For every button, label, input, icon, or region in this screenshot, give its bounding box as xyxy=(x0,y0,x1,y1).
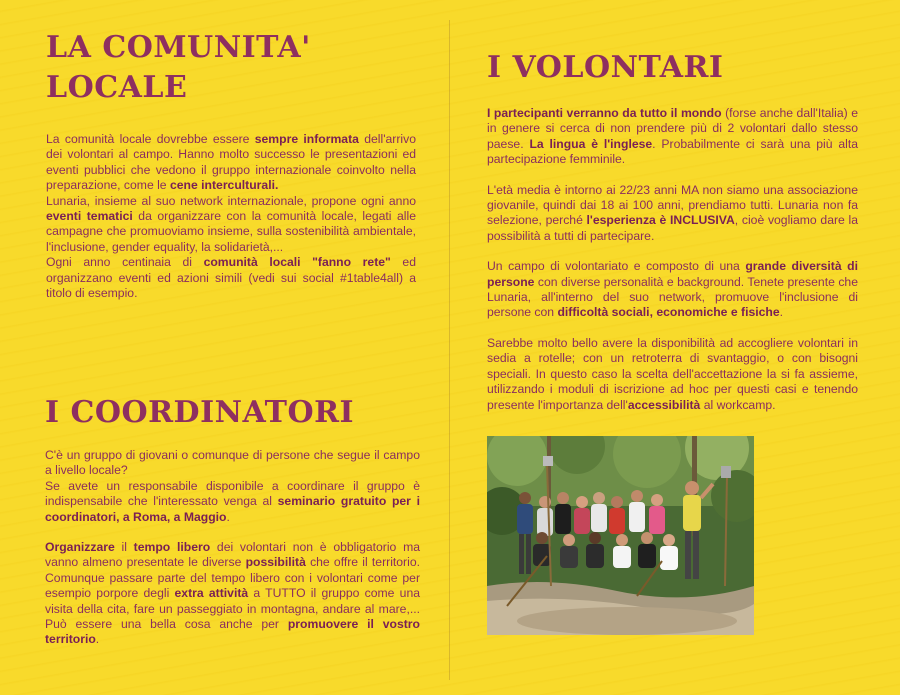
volontari-paragraph-1: I partecipanti verranno da tutto il mondo (forse anche dall'Italia) e in genere si cerca di non prendere più di 2 volontari dallo stesso paese. La lingua è l'inglese. Probabilmente ci sarà una più alta partecipazione femminile. xyxy=(487,106,858,167)
coordinatori-text xyxy=(45,448,420,648)
comunita-paragraph-3: Ogni anno centinaia di comunità locali "fanno rete" ed organizzano eventi ed azioni simili (vedi sui social #1table4all) a titolo di esempio. xyxy=(46,255,416,301)
comunita-paragraph-1: La comunità locale dovrebbe essere sempre informata dell'arrivo dei volontari al campo. Hanno molto successo le presentazioni ed eventi pubblici che vedono il gruppo internazionale coinvolto nella preparazione, come le cene interculturali. xyxy=(46,132,416,193)
volontari-title: I VOLONTARI xyxy=(487,50,724,85)
comunita-text xyxy=(46,132,416,301)
coordinatori-paragraph-1a: C'è un gruppo di giovani o comunque di persone che segue il campo a livello locale? xyxy=(45,448,420,478)
group-photo-volunteers-image xyxy=(487,436,754,635)
column-divider xyxy=(449,20,450,680)
comunita-title: LA COMUNITA' LOCALE xyxy=(46,30,311,105)
volontari-paragraph-2: L'età media è intorno ai 22/23 anni MA non siamo una associazione giovanile, quindi dai 18 ai 100 anni, prendiamo tutti. Lunaria non fa selezione, perché l'esperienza è INCLUSIVA, cioè vogliamo dare la possibilità a tutti di partecipare. xyxy=(487,182,858,243)
volontari-paragraph-4: Sarebbe molto bello avere la disponibilità ad accogliere volontari in sedia a rotelle; con un retroterra di svantaggio, o con bisogni speciali. In questo caso la scelta dell'accettazione la si fa assieme, utilizzando i moduli di iscrizione ad hoc per questi casi e tenendo presente l'importanza dell'accessibilità al workcamp. xyxy=(487,335,858,412)
coordinatori-title: I COORDINATORI xyxy=(45,395,355,430)
volontari-text xyxy=(487,106,858,413)
coordinatori-paragraph-2: Organizzare il tempo libero dei volontari non è obbligatorio ma vanno almeno presentate le diverse possibilità che offre il territorio. Comunque passare parte del tempo libero con i volontari come per esempio porpore degli extra attività a TUTTO il gruppo come una visita della cita, fare un passeggiato in montagna, andare al mare,... Può essere una bella cosa anche per promuovere il vostro territorio. xyxy=(45,540,421,647)
coordinatori-paragraph-1b: Se avete un responsabile disponibile a coordinare il gruppo è indispensabile che l'interessato venga al seminario gratuito per i coordinatori, a Roma, a Maggio. xyxy=(45,478,420,524)
comunita-paragraph-2: Lunaria, insieme al suo network internazionale, propone ogni anno eventi tematici da organizzare con la comunità locale, legati alle campagne che promuoviamo insieme, sulla sostenibilità ambientale, l'inclusione, gender equality, la solidarietà,... xyxy=(46,193,416,254)
volontari-paragraph-3: Un campo di volontariato e composto di una grande diversità di persone con diverse personalità e background. Tenete presente che Lunaria, all'interno del suo network, promuove l'inclusione di persone con difficoltà sociali, economiche e fisiche. xyxy=(487,259,858,320)
